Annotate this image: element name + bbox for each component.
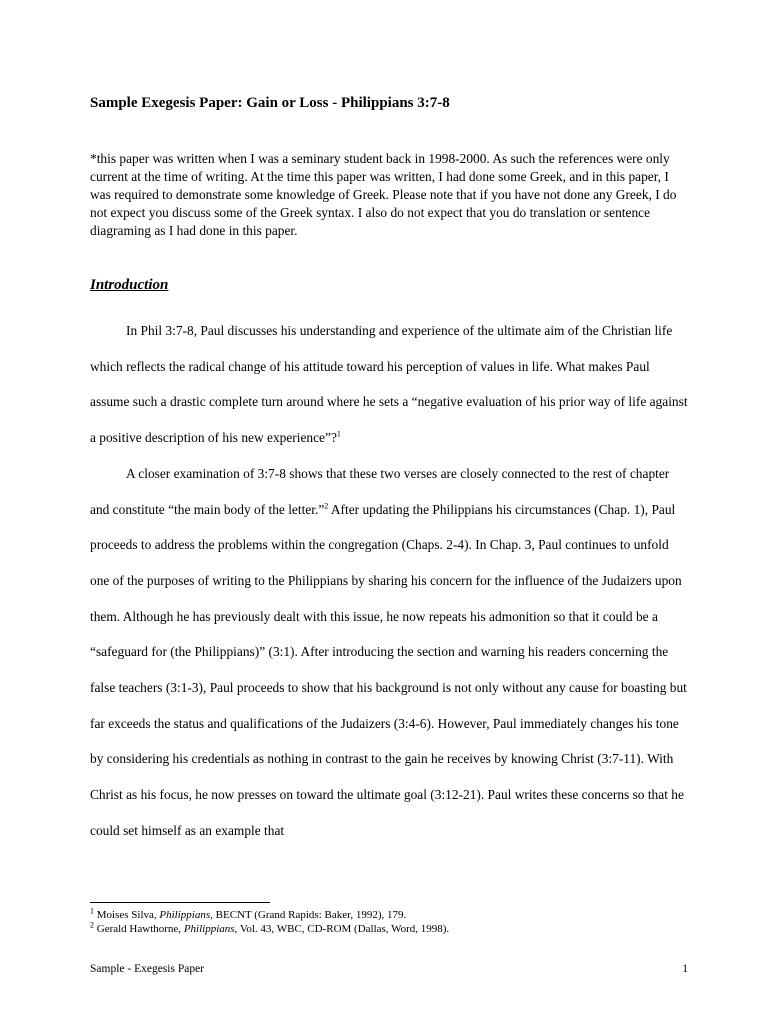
footnote-separator (90, 902, 270, 903)
footnote-1-before: Moises Silva, (94, 909, 160, 921)
footnote-1-number: 1 (90, 906, 94, 916)
footnote-2 (90, 922, 690, 936)
footnote-1 (90, 908, 690, 922)
paper-title: Sample Exegesis Paper: Gain or Loss - Philippians 3:7-8 (90, 95, 450, 111)
paragraph-1 (90, 313, 690, 456)
paragraph-2-text-b: After updating the Philippians his circumstances (Chap. 1), Paul proceeds to address the problems within the congregation (Chaps. 2-4). In Chap. 3, Paul continues to unfold one of the purposes of writing to the Philippians by sharing his concern for the influence of the Judaizers upon them. Although he has previously dealt with this issue, he now repeats his admonition so that it could be a “safeguard for (the Philippians)” (3:1). After introducing the section and warning his readers concerning the false teachers (3:1-3), Paul proceeds to show that his background is not only without any cause for boasting but far exceeds the status and qualifications of the Judaizers (3:4-6). However, Paul immediately changes his tone by considering his credentials as nothing in contrast to the gain he receives by knowing Christ (3:7-11). With Christ as his focus, he now presses on toward the ultimate goal (3:12-21). Paul writes these concerns so that he could set himself as an example that (90, 501, 687, 838)
footer-document-name: Sample - Exegesis Paper (90, 963, 205, 975)
footnote-2-title: Philippians (183, 923, 235, 935)
footer-page-number: 1 (682, 963, 688, 975)
body-text (90, 313, 690, 849)
footnotes (90, 908, 690, 936)
footnote-2-before: Gerald Hawthorne, (94, 923, 184, 935)
footnote-ref-2[interactable]: 2 (324, 501, 329, 511)
section-heading-introduction: Introduction (90, 277, 169, 293)
author-note: *this paper was written when I was a seminary student back in 1998-2000. As such the references were only current at the time of writing. At the time this paper was written, I had done some Greek, and in this paper, I was required to demonstrate some knowledge of Greek. Please note that if you have not done any Greek, I do not expect you discuss some of the Greek syntax. I also do not expect that you do translation or sentence diagraming as I had done in this paper. (90, 151, 677, 238)
footnote-1-title: Philippians (159, 909, 211, 921)
footnote-2-number: 2 (90, 920, 94, 930)
footnote-2-after: , Vol. 43, WBC, CD-ROM (Dallas, Word, 1998). (234, 923, 450, 935)
paragraph-2 (90, 456, 690, 849)
footnote-ref-1[interactable]: 1 (336, 429, 341, 439)
footnote-1-after: , BECNT (Grand Rapids: Baker, 1992), 179. (210, 909, 407, 921)
paragraph-2-text-a: A closer examination of 3:7-8 shows that these two verses are closely connected to the rest of chapter and constitute “the main body of the letter.” (90, 465, 670, 517)
paragraph-1-text: In Phil 3:7-8, Paul discusses his understanding and experience of the ultimate aim of the Christian life which reflects the radical change of his attitude toward his perception of values in life. What makes Paul assume such a drastic complete turn around where he sets a “negative evaluation of his prior way of life against a positive description of his new experience”? (90, 323, 688, 446)
